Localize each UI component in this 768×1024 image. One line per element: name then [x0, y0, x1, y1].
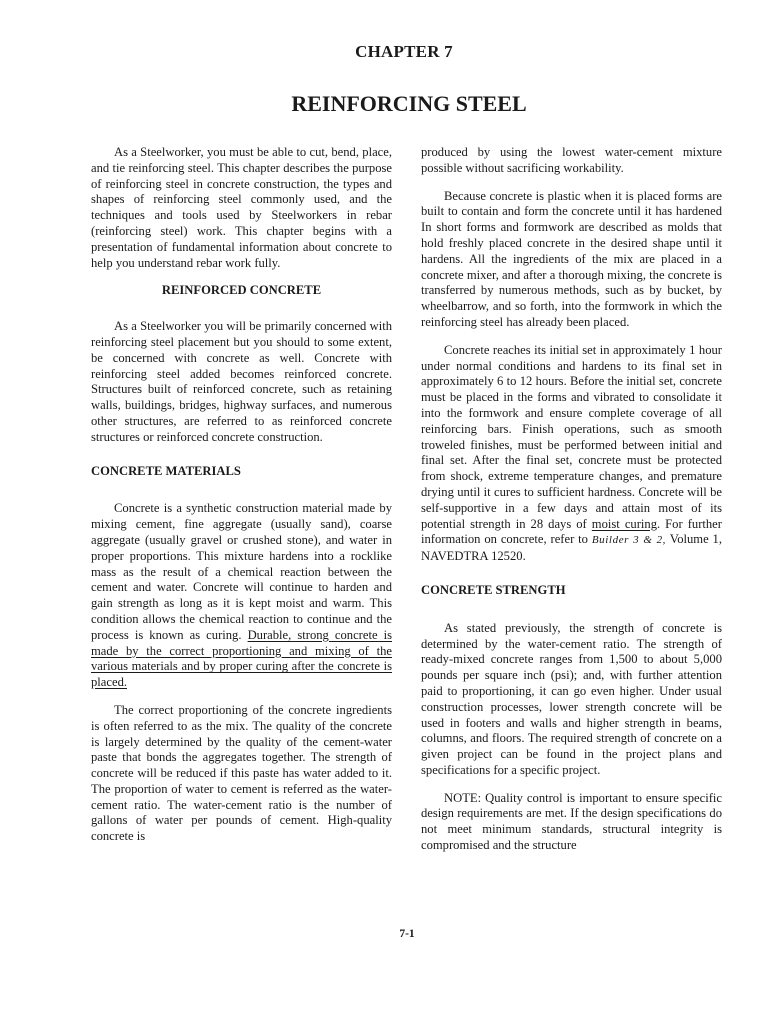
chapter-title: REINFORCING STEEL — [291, 91, 527, 116]
formwork-paragraph: Because concrete is plastic when it is placed forms are built to contain and form the concrete until it has hardened In short forms and formwork are described as molds that hold freshly placed concrete in the desired shape until it hardens. All the ingredients of the mix are placed in a concrete mixer, and after a thorough mixing, the concrete is transferred by numerous methods, such as by bucket, by wheelbarrow, and so forth, into the formwork in which the reinforcing steel has already been placed. — [421, 188, 722, 329]
right-column — [421, 145, 722, 866]
reinforced-concrete-paragraph: As a Steelworker you will be primarily concerned with reinforcing steel placement but you should to some extent, be concerned with concrete as well. Concrete with reinforcing steel added becomes reinforced concrete. Structures built of reinforced concrete, such as retaining walls, buildings, bridges, highway surfaces, and numerous other structures, are referred to as reinforced concrete structures or reinforced concrete construction. — [91, 319, 392, 444]
navedtra-text: Volume 1, NAVEDTRA 12520. — [421, 532, 723, 564]
concrete-materials-paragraph — [91, 501, 392, 691]
continued-paragraph: produced by using the lowest water-cement mixture possible without sacrificing workability. — [421, 145, 722, 175]
moist-curing-text: moist curing — [591, 516, 657, 531]
left-column — [91, 145, 392, 857]
strength-paragraph: As stated previously, the strength of concrete is determined by the water-cement ratio. The strength of ready-mixed concrete ranges from 1,500 to about 5,000 pounds per square inch (psi); and, with further attention paid to proportioning, it can go even higher. Under usual construction processes, lower strength concrete will be used in footers and walls and higher strength in beams, columns, and floors. The required strength of concrete on a given project can be found in the project plans and specifications for a specific project. — [421, 620, 722, 777]
refer-text: . For further information on concrete, refer to — [421, 516, 722, 547]
page-number: 7-1 — [399, 928, 415, 940]
mix-paragraph: The correct proportioning of the concrete ingredients is often referred to as the mix. The quality of the concrete is largely determined by the quality of the cement-water paste that bonds the aggregates together. The strength of concrete will be reduced if this paste has water added to it. The proportion of water to cement is referred as the water-cement ratio. The water-cement ratio is the number of gallons of water per pounds of cement. High-quality concrete is — [91, 702, 392, 844]
heading-reinforced-concrete: REINFORCED CONCRETE — [161, 283, 322, 298]
note-paragraph: NOTE: Quality control is important to ensure specific design requirements are met. If the design specifications do not meet minimum standards, structural integrity is compromised and the structure — [421, 790, 722, 853]
setting-text: Concrete reaches its initial set in approximately 1 hour under normal conditions and hardens to its final set in approximately 6 to 12 hours. Before the initial set, concrete must be placed in the forms and vibrated to consolidate it into the formwork and ensure complete coverage of all reinforcing bars. Finish operations, such as smooth troweled finishes, must be performed between initial and final set. After the final set, concrete must be protected from shock, extreme temperature changes, and premature drying until it cures to sufficient hardness. Concrete will be self-supportive in a few days and attain most of its potential strength in 28 days of — [421, 342, 722, 531]
setting-paragraph — [421, 343, 722, 565]
builder-reference: Builder 3 & 2, — [591, 534, 667, 547]
chapter-number: CHAPTER 7 — [355, 42, 453, 61]
heading-concrete-strength: CONCRETE STRENGTH — [421, 582, 566, 597]
intro-paragraph: As a Steelworker, you must be able to cut, bend, place, and tie reinforcing steel. This chapter describes the purpose of reinforcing steel in concrete construction, the types and shapes of reinforcing steel commonly used, and the techniques and tools used by Steelworkers in rebar (reinforcing steel) work. This chapter begins with a presentation of fundamental information about concrete to help you understand rebar work fully. — [91, 145, 392, 270]
materials-text: Concrete is a synthetic construction material made by mixing cement, fine aggregate (usually sand), coarse aggregate (usually gravel or crushed stone), and water in proper proportions. This mixture hardens into a rocklike mass as the result of a chemical reaction between the cement and water. Concrete will continue to harden and gain strength as long as it is kept moist and warm. This condition allows the chemical reaction to continue and the process is known as curing. — [91, 501, 392, 642]
heading-concrete-materials: CONCRETE MATERIALS — [91, 463, 241, 478]
underlined-curing-text: Durable, strong concrete is made by the correct proportioning and mixing of the various materials and by proper curing after the concrete is placed. — [91, 627, 392, 690]
